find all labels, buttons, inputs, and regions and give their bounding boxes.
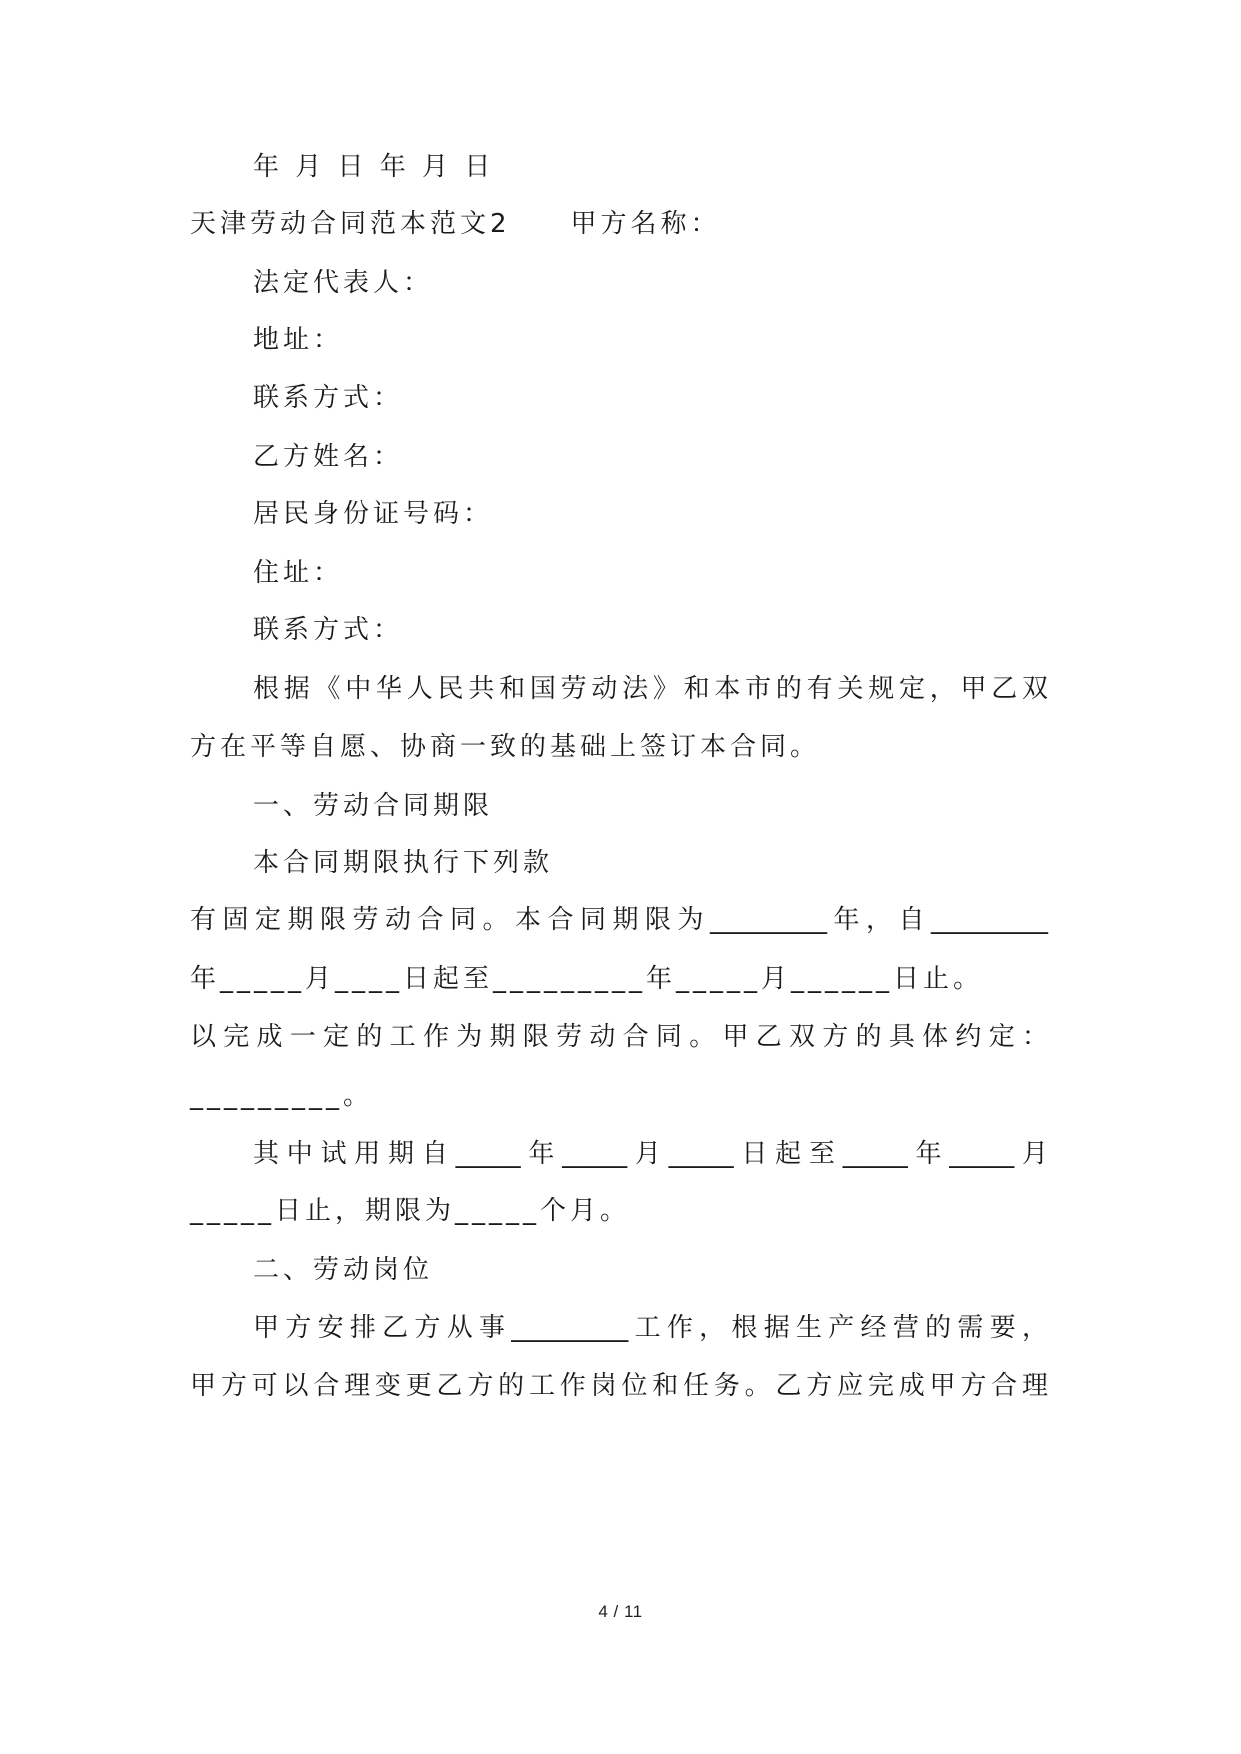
paragraph-line: 甲方可以合理变更乙方的工作岗位和任务。乙方应完成甲方合理	[190, 1371, 1048, 1401]
date-line: 年 月 日 年 月 日	[253, 152, 495, 182]
section-heading: 二、劳动岗位	[253, 1255, 434, 1285]
paragraph-line: _____日止，期限为_____个月。	[190, 1196, 631, 1226]
paragraph-line: 甲方安排乙方从事_________工作，根据生产经营的需要，	[253, 1313, 1048, 1343]
section-title-line: 天津劳动合同范本范文2 甲方名称：	[190, 209, 721, 239]
paragraph-line: 以完成一定的工作为期限劳动合同。甲乙双方的具体约定：	[190, 1022, 1048, 1052]
residence-line: 住址：	[253, 558, 344, 588]
paragraph-line: 方在平等自愿、协商一致的基础上签订本合同。	[190, 732, 821, 762]
id-number-line: 居民身份证号码：	[253, 499, 494, 529]
paragraph-line: _________。	[190, 1081, 374, 1111]
party-b-name-line: 乙方姓名：	[253, 442, 404, 472]
page-number: 4 / 11	[598, 1602, 643, 1621]
paragraph-line: 有固定期限劳动合同。本合同期限为_________年，自_________	[190, 905, 1048, 935]
paragraph-line: 根据《中华人民共和国劳动法》和本市的有关规定，甲乙双	[253, 674, 1048, 704]
contact-line-b: 联系方式：	[253, 615, 404, 645]
paragraph-line: 年_____月____日起至_________年_____月______日止。	[190, 964, 984, 994]
paragraph-line: 其中试用期自_____年_____月_____日起至_____年_____月	[253, 1139, 1048, 1169]
address-line: 地址：	[253, 325, 344, 355]
contact-line-a: 联系方式：	[253, 383, 404, 413]
section-heading: 一、劳动合同期限	[253, 791, 494, 821]
paragraph-line: 本合同期限执行下列款	[253, 848, 554, 878]
legal-representative-line: 法定代表人：	[253, 268, 434, 298]
